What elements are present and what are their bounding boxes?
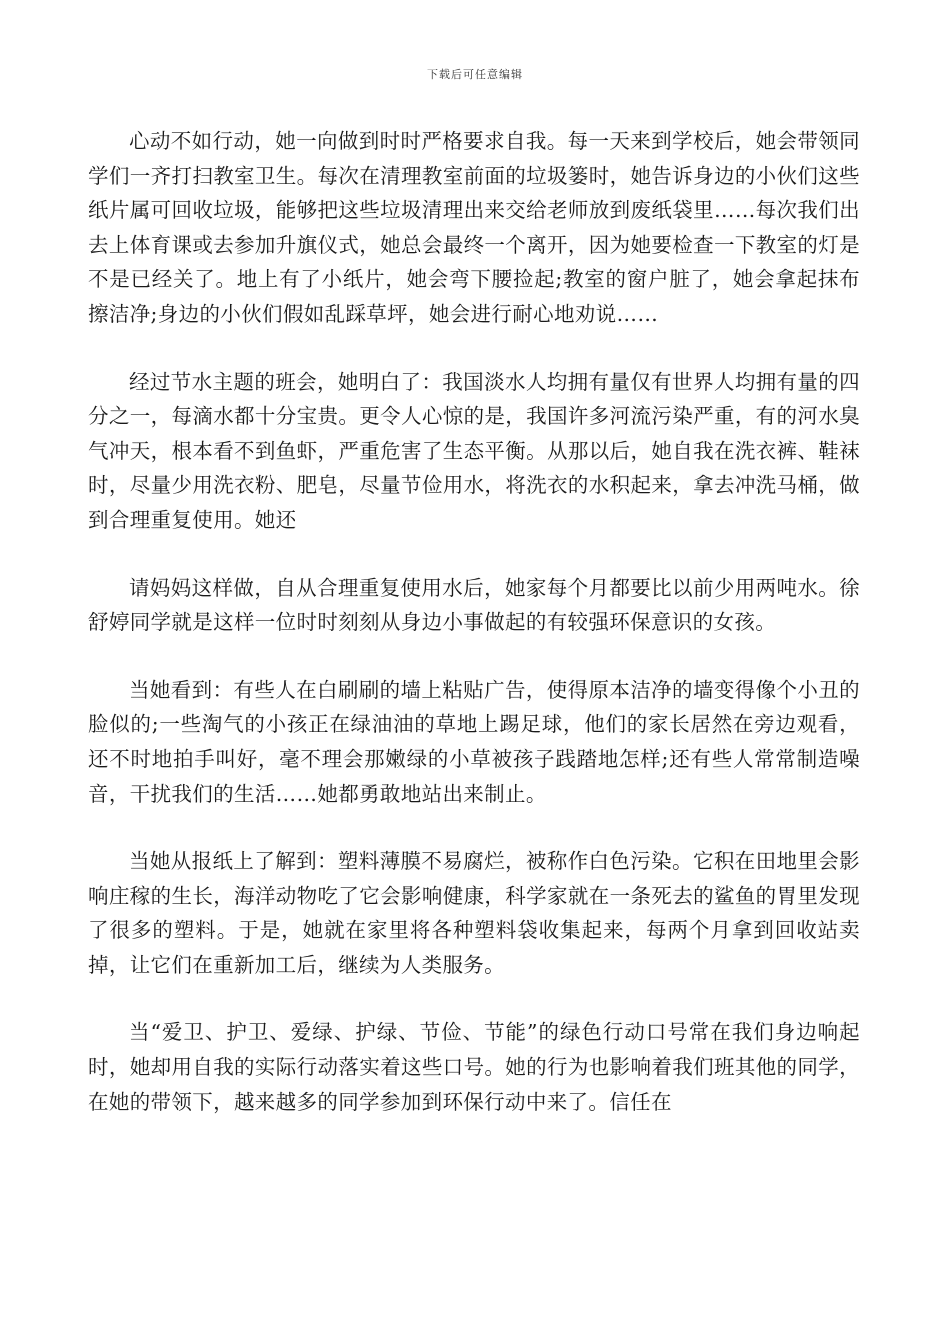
paragraph-stop-behavior: 当她看到：有些人在白刷刷的墙上粘贴广告，使得原本洁净的墙变得像个小丑的脸似的;一些淘气的小孩正在绿油油的草地上踢足球，他们的家长居然在旁边观看，还不时地拍手叫好，毫不理会那嫩绿的小草被孩子践踏地怎样;还有些人常常制造噪音，干扰我们的生活……她都勇敢地站出来制止。 xyxy=(88,677,860,806)
paragraph-plastic: 当她从报纸上了解到：塑料薄膜不易腐烂，被称作白色污染。它积在田地里会影响庄稼的生长，海洋动物吃了它会影响健康，科学家就在一条死去的鲨鱼的胃里发现了很多的塑料。于是，她就在家里将各种塑料袋收集起来，每两个月拿到回收站卖掉，让它们在重新加工后，继续为人类服务。 xyxy=(88,849,860,977)
page-header-note: 下载后可任意编辑 xyxy=(427,68,523,81)
document-body xyxy=(88,124,860,1152)
paragraph-green-slogan: 当“爱卫、护卫、爱绿、护绿、节俭、节能”的绿色行动口号常在我们身边响起时，她却用自我的实际行动落实着这些口号。她的行为也影响着我们班其他的同学，在她的带领下，越来越多的同学参加到环保行动中来了。信任在 xyxy=(88,1020,860,1114)
paragraph-water-saving: 经过节水主题的班会，她明白了：我国淡水人均拥有量仅有世界人均拥有量的四分之一，每滴水都十分宝贵。更令人心惊的是，我国许多河流污染严重，有的河水臭气冲天，根本看不到鱼虾，严重危害了生态平衡。从那以后，她自我在洗衣裤、鞋袜时，尽量少用洗衣粉、肥皂，尽量节俭用水，将洗衣的水积起来，拿去冲洗马桶，做到合理重复使用。她还 xyxy=(88,369,860,532)
paragraph-mother: 请妈妈这样做，自从合理重复使用水后，她家每个月都要比以前少用两吨水。徐舒婷同学就是这样一位时时刻刻从身边小事做起的有较强环保意识的女孩。 xyxy=(88,575,860,635)
paragraph-action: 心动不如行动，她一向做到时时严格要求自我。每一天来到学校后，她会带领同学们一齐打扫教室卫生。每次在清理教室前面的垃圾篓时，她告诉身边的小伙们这些纸片属可回收垃圾，能够把这些垃圾清理出来交给老师放到废纸袋里……每次我们出去上体育课或去参加升旗仪式，她总会最终一个离开，因为她要检查一下教室的灯是不是已经关了。地上有了小纸片，她会弯下腰捡起;教室的窗户脏了，她会拿起抹布擦洁净;身边的小伙们假如乱踩草坪，她会进行耐心地劝说…… xyxy=(88,129,860,326)
